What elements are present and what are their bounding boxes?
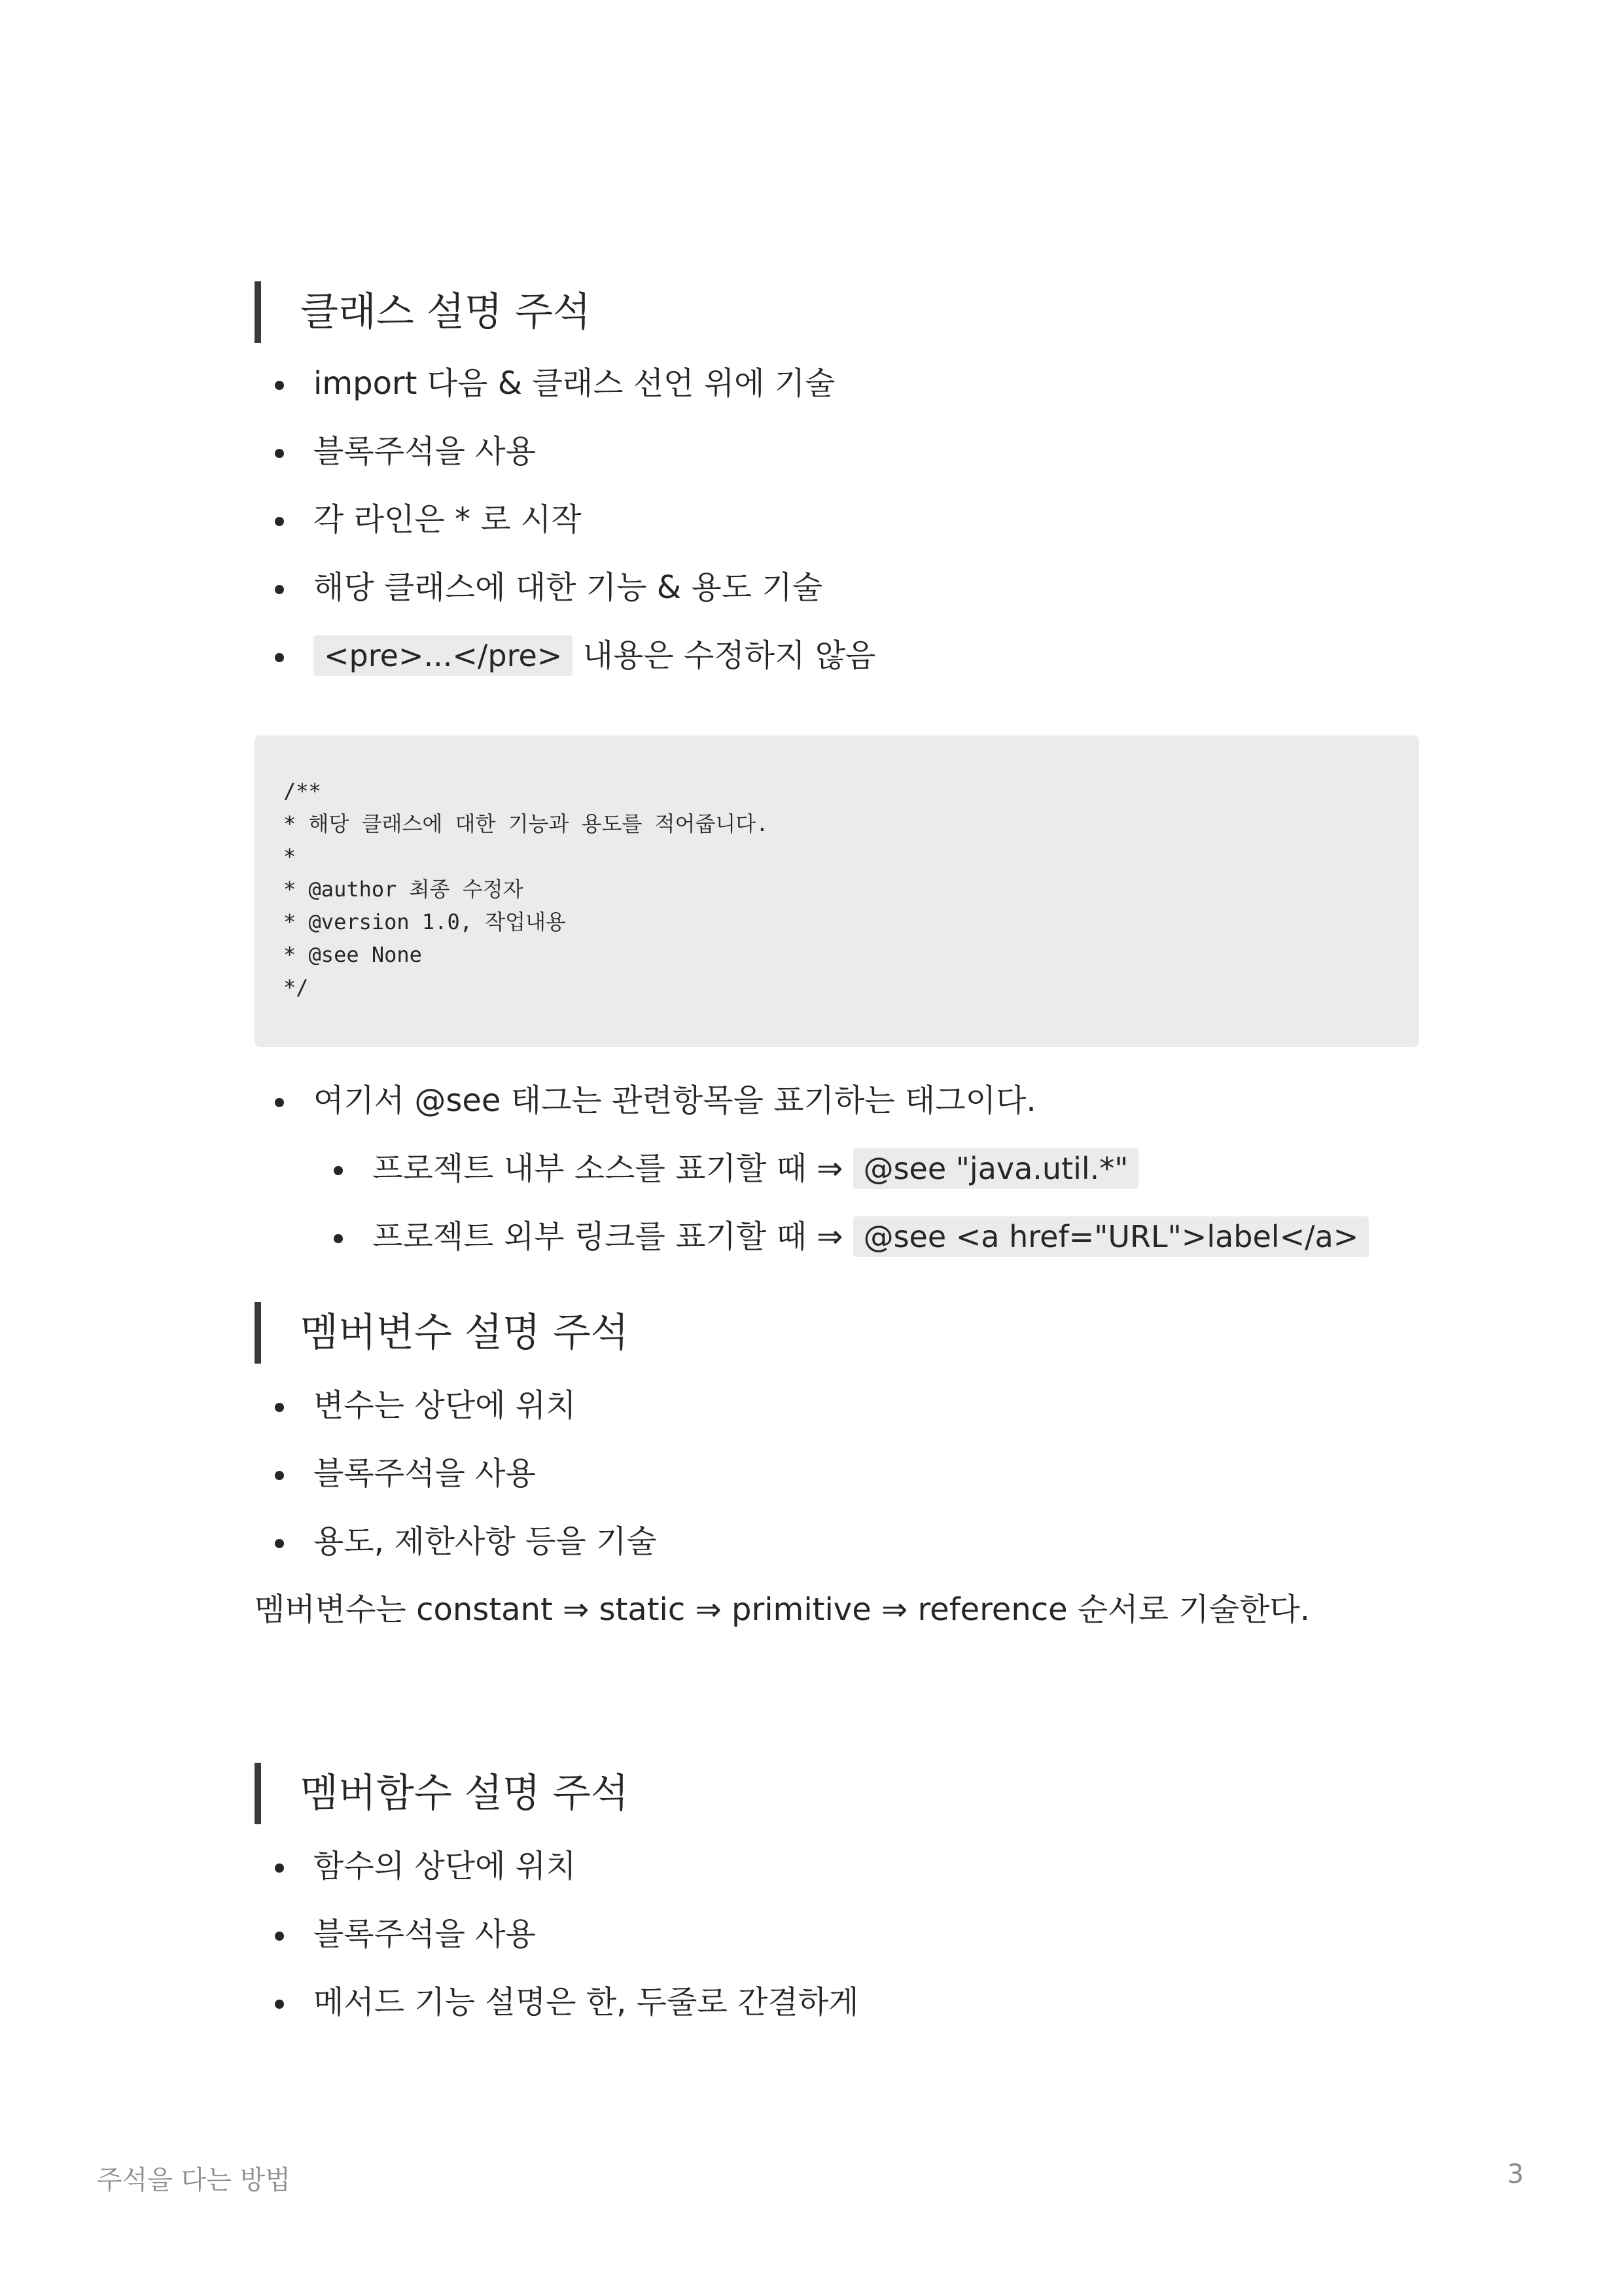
inline-code: <pre>...</pre> xyxy=(313,635,573,676)
class-comment-bullet-list xyxy=(255,349,1426,690)
list-item: 블록주석을 사용 xyxy=(255,417,1426,486)
list-item: 블록주석을 사용 xyxy=(255,1900,1426,1968)
list-item: 변수는 상단에 위치 xyxy=(255,1371,1426,1439)
list-item xyxy=(255,622,1426,690)
list-item-text: 프로젝트 외부 링크를 표기할 때 ⇒ xyxy=(372,1218,853,1255)
list-item: 용도, 제한사항 등을 기술 xyxy=(255,1508,1426,1576)
list-item: import 다음 & 클래스 선언 위에 기술 xyxy=(255,349,1426,417)
code-line: * @version 1.0, 작업내용 xyxy=(283,910,566,934)
see-tag-bullet-list xyxy=(255,1067,1426,1271)
list-item-text: 프로젝트 내부 소스를 표기할 때 ⇒ xyxy=(372,1150,853,1187)
code-block xyxy=(255,735,1419,1047)
code-line: * 해당 클래스에 대한 기능과 용도를 적어줍니다. xyxy=(283,811,769,836)
member-variable-order-paragraph: 멤버변수는 constant ⇒ static ⇒ primitive ⇒ reference 순서로 기술한다. xyxy=(255,1591,1311,1628)
code-line: * @author 최종 수정자 xyxy=(283,877,523,902)
list-item: 메서드 기능 설명은 한, 두줄로 간결하게 xyxy=(255,1968,1426,2036)
inline-code: @see <a href="URL">label</a> xyxy=(853,1216,1369,1257)
list-item-nested xyxy=(255,1135,1426,1203)
member-function-bullet-list xyxy=(255,1832,1426,2036)
list-item-nested xyxy=(255,1203,1426,1271)
footer-page-number: 3 xyxy=(1507,2159,1524,2189)
list-item: 블록주석을 사용 xyxy=(255,1439,1426,1508)
list-item-text: 내용은 수정하지 않음 xyxy=(573,637,876,674)
section-heading-member-function-comment: 멤버함수 설명 주석 xyxy=(255,1763,1419,1824)
list-item: 해당 클래스에 대한 기능 & 용도 기술 xyxy=(255,554,1426,622)
section-heading-member-variable-comment: 멤버변수 설명 주석 xyxy=(255,1302,1419,1364)
code-line: * xyxy=(283,844,296,869)
code-line: * @see None xyxy=(283,942,422,967)
list-item: 각 라인은 * 로 시작 xyxy=(255,486,1426,554)
inline-code: @see "java.util.*" xyxy=(853,1148,1139,1189)
code-line: /** xyxy=(283,779,321,804)
code-line: */ xyxy=(283,975,309,1000)
footer-document-title: 주석을 다는 방법 xyxy=(97,2165,291,2195)
list-item: 여기서 @see 태그는 관련항목을 표기하는 태그이다. xyxy=(255,1067,1426,1135)
section-heading-class-comment: 클래스 설명 주석 xyxy=(255,281,1419,343)
member-variable-bullet-list xyxy=(255,1371,1426,1576)
list-item: 함수의 상단에 위치 xyxy=(255,1832,1426,1900)
